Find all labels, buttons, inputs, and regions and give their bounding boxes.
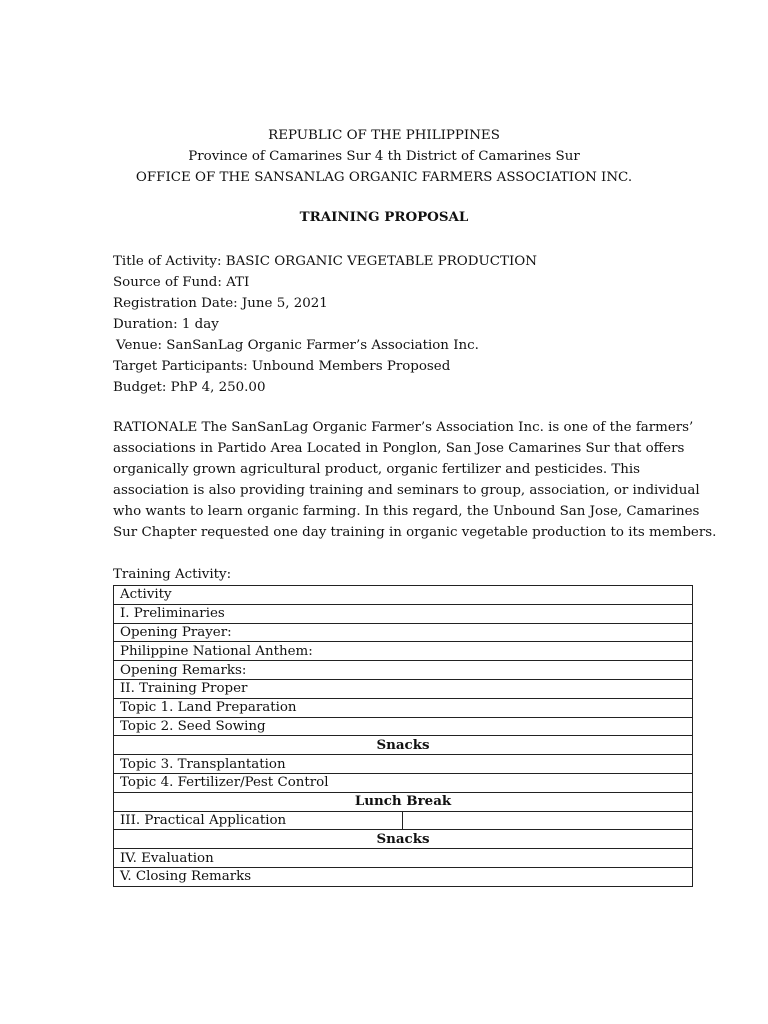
rationale-paragraph — [113, 417, 717, 543]
header-republic: REPUBLIC OF THE PHILIPPINES — [268, 128, 500, 143]
break-cell: Snacks — [114, 736, 693, 755]
rationale-line: Sur Chapter requested one day training in organic vegetable production to its members. — [113, 525, 717, 540]
break-cell: Lunch Break — [114, 792, 693, 811]
table-cell: III. Practical Application — [114, 811, 403, 830]
table-row — [114, 849, 693, 868]
table-row — [114, 661, 693, 680]
table-row — [114, 830, 693, 849]
break-cell: Snacks — [114, 830, 693, 849]
detail-budget: Budget: PhP 4, 250.00 — [113, 380, 266, 395]
table-row — [114, 679, 693, 698]
table-row — [114, 642, 693, 661]
table-cell: Topic 1. Land Preparation — [114, 698, 693, 717]
table-row — [114, 792, 693, 811]
rationale-line: association is also providing training and seminars to group, association, or individual — [113, 483, 700, 498]
detail-duration: Duration: 1 day — [113, 317, 219, 332]
rationale-line: organically grown agricultural product, organic fertilizer and pesticides. This — [113, 462, 641, 477]
proposal-title: TRAINING PROPOSAL — [299, 209, 469, 225]
table-row — [114, 867, 693, 886]
table-row — [114, 736, 693, 755]
header-province: Province of Camarines Sur 4 th District of Camarines Sur — [188, 149, 580, 164]
detail-venue: Venue: SanSanLag Organic Farmer’s Association Inc. — [116, 338, 479, 353]
table-row — [114, 811, 693, 830]
table-cell: Topic 4. Fertilizer/Pest Control — [114, 773, 693, 792]
table-row — [114, 586, 693, 605]
table-row — [114, 755, 693, 774]
table-row — [114, 717, 693, 736]
table-cell: I. Preliminaries — [114, 604, 693, 623]
table-row — [114, 623, 693, 642]
table-header-cell: Activity — [114, 586, 693, 605]
header-office: OFFICE OF THE SANSANLAG ORGANIC FARMERS ASSOCIATION INC. — [135, 170, 633, 185]
detail-source-of-fund: Source of Fund: ATI — [113, 275, 250, 290]
table-row — [114, 604, 693, 623]
detail-registration-date: Registration Date: June 5, 2021 — [113, 296, 328, 311]
rationale-line: associations in Partido Area Located in Ponglon, San Jose Camarines Sur that offers — [113, 441, 685, 456]
empty-cell — [403, 811, 693, 830]
table-row — [114, 698, 693, 717]
rationale-line: RATIONALE The SanSanLag Organic Farmer’s Association Inc. is one of the farmers’ — [113, 420, 694, 435]
rationale-line: who wants to learn organic farming. In this regard, the Unbound San Jose, Camarines — [113, 504, 700, 519]
table-cell: Topic 2. Seed Sowing — [114, 717, 693, 736]
table-cell: V. Closing Remarks — [114, 867, 693, 886]
training-activity-label: Training Activity: — [113, 567, 232, 582]
detail-target-participants: Target Participants: Unbound Members Proposed — [113, 359, 451, 374]
activity-details — [113, 251, 713, 398]
detail-title-of-activity: Title of Activity: BASIC ORGANIC VEGETABLE PRODUCTION — [113, 254, 537, 269]
document-header — [0, 125, 768, 188]
table-cell: Topic 3. Transplantation — [114, 755, 693, 774]
table-cell: II. Training Proper — [114, 679, 693, 698]
table-cell: Opening Remarks: — [114, 661, 693, 680]
table-row — [114, 773, 693, 792]
table-cell: Philippine National Anthem: — [114, 642, 693, 661]
table-cell: IV. Evaluation — [114, 849, 693, 868]
table-cell: Opening Prayer: — [114, 623, 693, 642]
training-activity-table — [113, 585, 693, 887]
